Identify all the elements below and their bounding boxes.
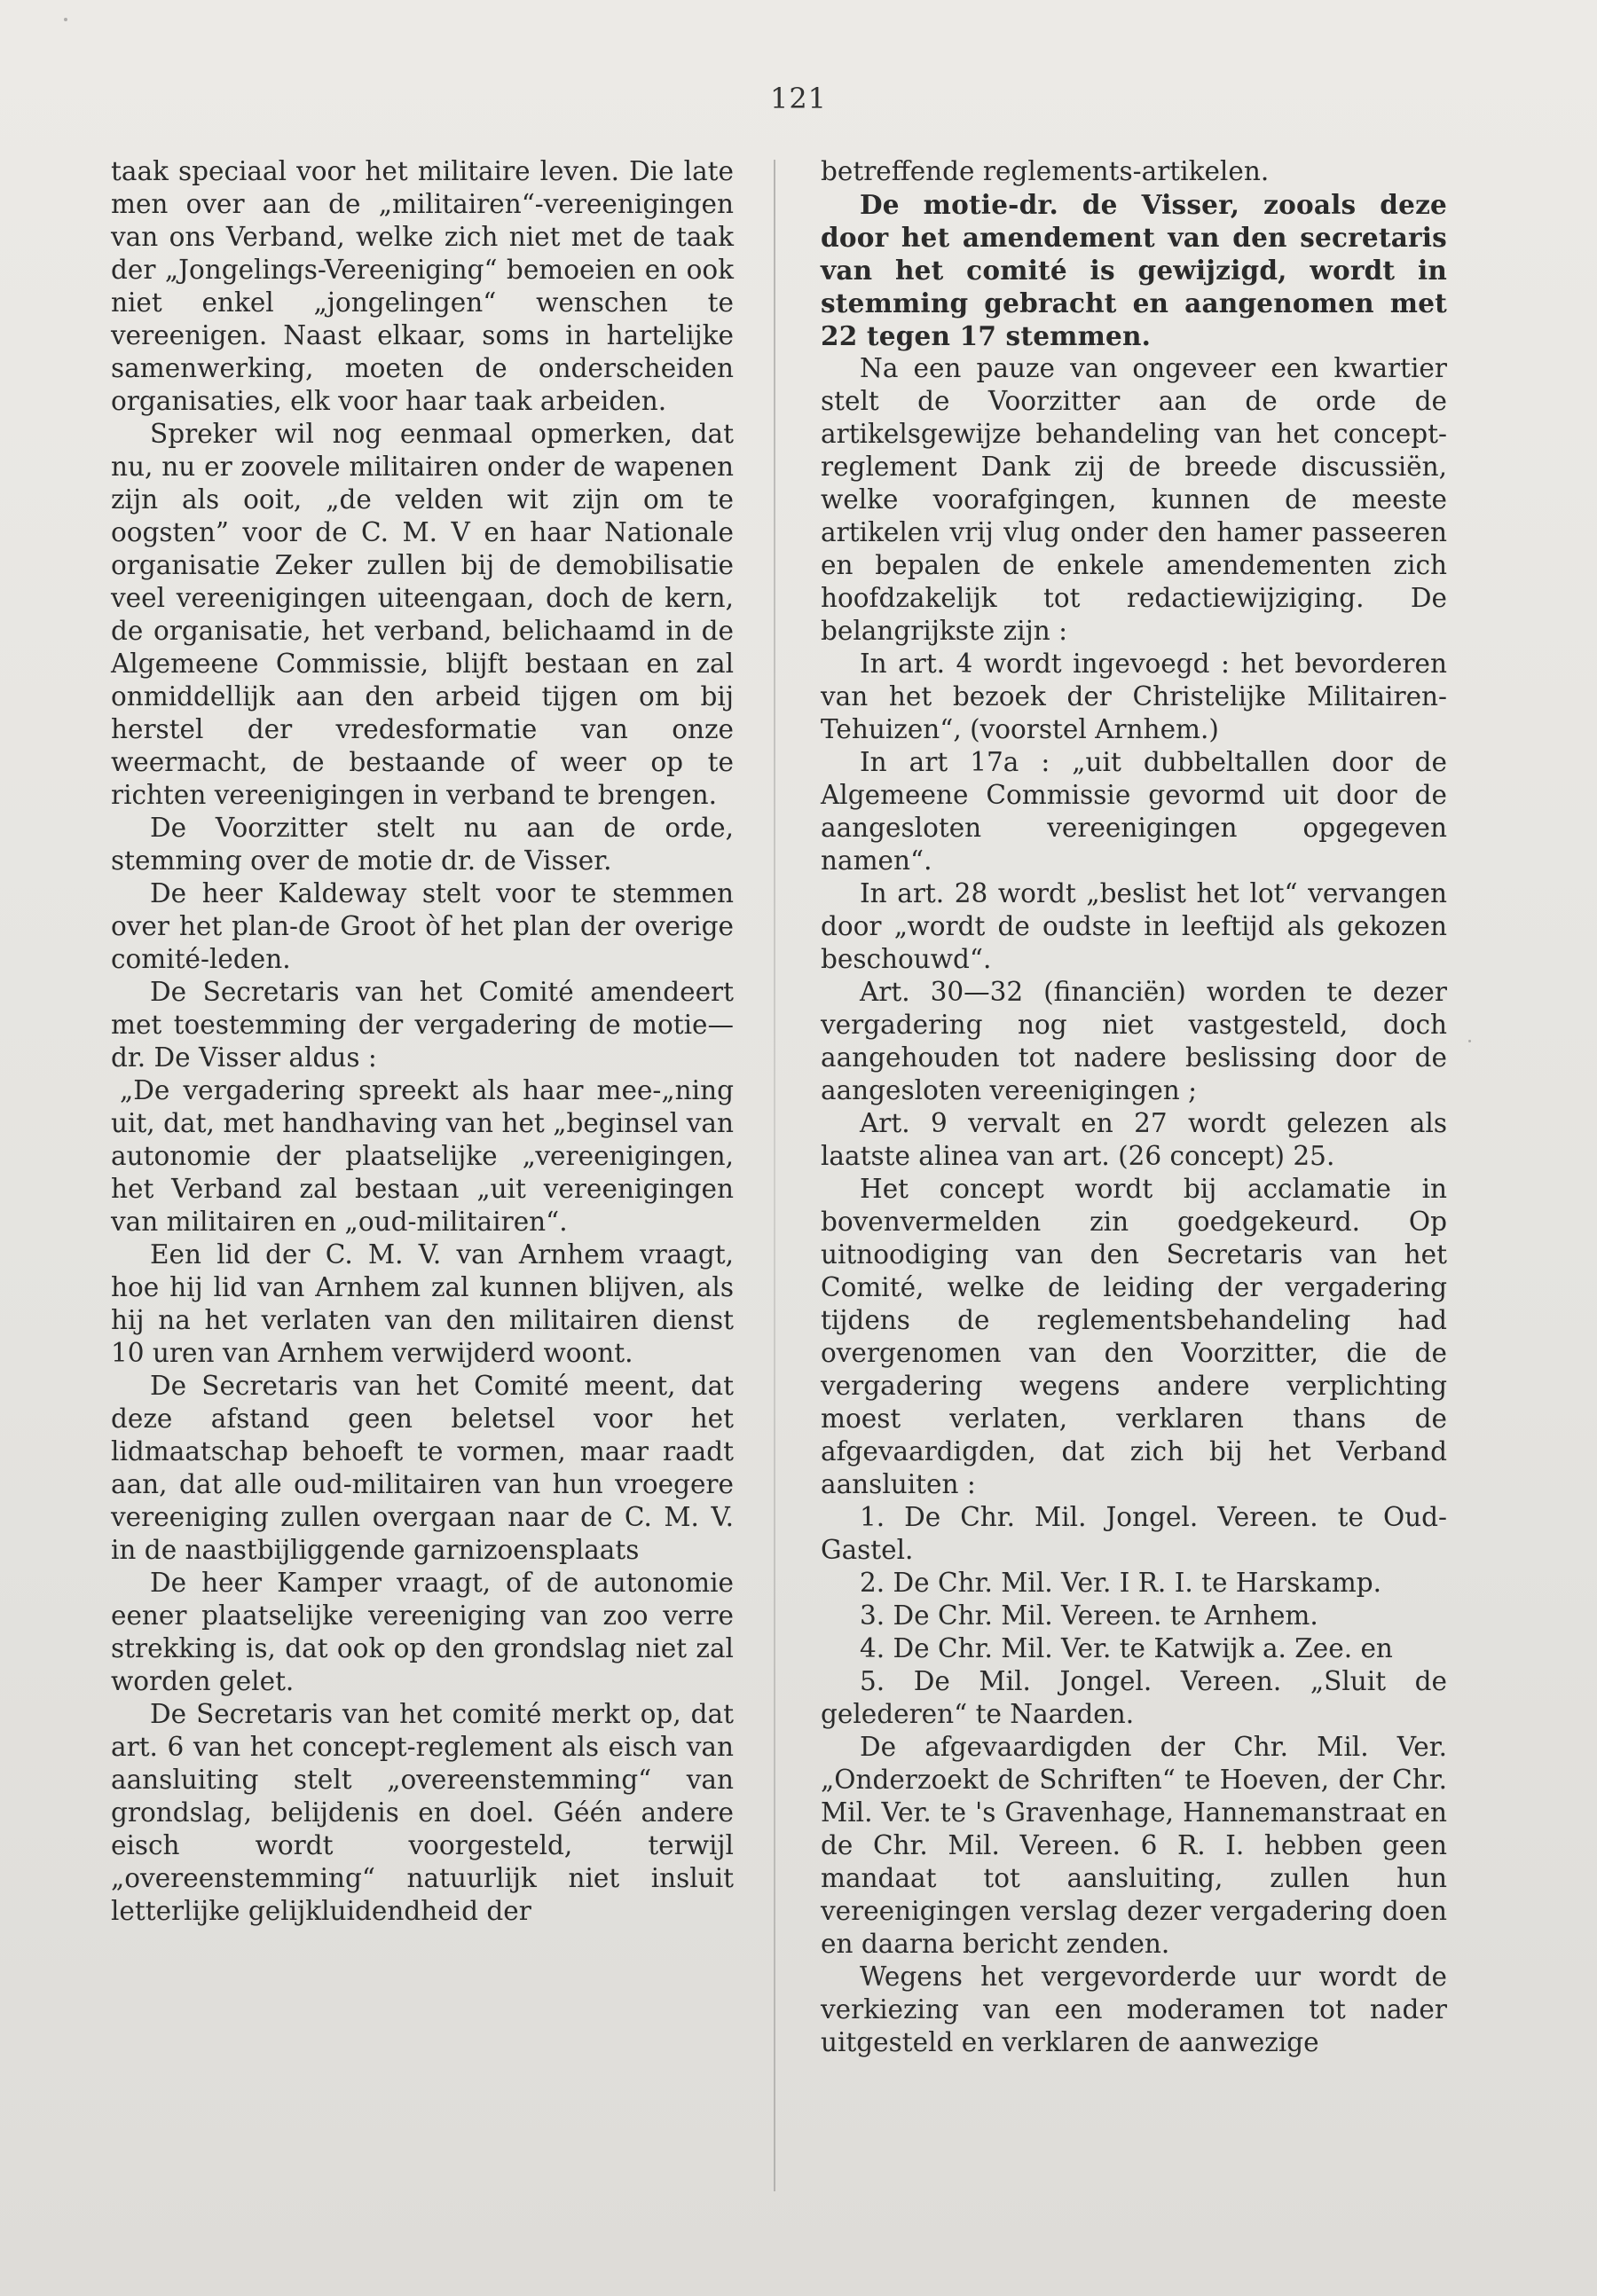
column-divider <box>774 160 775 2191</box>
paragraph: De Secretaris van het comité merkt op, dat art. 6 van het concept-reglement als eisch van aansluiting stelt „overeenstemming“ van grondslag, belijdenis en doel. Géén andere eisch wordt voorgesteld, terwijl „overeenstemming“ natuurlijk niet insluit letterlijke gelijkluidendheid der <box>111 1699 734 1926</box>
paragraph: Een lid der C. M. V. van Arnhem vraagt, hoe hij lid van Arnhem zal kunnen blijven, als hij na het verlaten van den militairen dienst 10 uren van Arnhem verwijderd woont. <box>111 1239 734 1368</box>
paragraph: In art. 28 wordt „beslist het lot“ vervangen door „wordt de oudste in leeftijd als gekozen beschouwd“. <box>821 878 1447 974</box>
list-item: 5. De Mil. Jongel. Vereen. „Sluit de gelederen“ te Naarden. <box>821 1666 1447 1729</box>
paragraph: De heer Kamper vraagt, of de autonomie eener plaatselijke vereeniging van zoo verre strekking is, dat ook op den grondslag niet zal worden gelet. <box>111 1568 734 1696</box>
page-number: 121 <box>769 82 828 115</box>
list-item: 2. De Chr. Mil. Ver. I R. I. te Harskamp. <box>860 1568 1382 1598</box>
paragraph: Na een pauze van ongeveer een kwartier stelt de Voorzitter aan de orde de artikelsgewijze behandeling van het concept-reglement Dank zij de breede discussiën, welke voorafgingen, kunnen de meeste artikelen vrij vlug onder den hamer passeeren en bepalen de enkele amendementen zich hoofdzakelijk tot redactiewijziging. De belangrijkste zijn : <box>821 353 1447 646</box>
paper-speck <box>64 18 67 21</box>
paragraph: Art. 30—32 (financiën) worden te dezer vergadering nog niet vastgesteld, doch aangehouden tot nadere beslissing door de aangesloten vereenigingen ; <box>821 977 1447 1105</box>
paragraph: Het concept wordt bij acclamatie in bovenvermelden zin goedgekeurd. Op uitnoodiging van den Secretaris van het Comité, welke de leiding der vergadering tijdens de reglementsbehandeling had overgenomen van den Voorzitter, die de vergadering wegens andere verplichting moest verlaten, verklaren thans de afgevaardigden, dat zich bij het Verband aansluiten : <box>821 1174 1447 1499</box>
left-column <box>111 155 734 1928</box>
motion-paragraph: De motie-dr. de Visser, zooals deze door het amendement van den secretaris van het comité is gewijzigd, wordt in stemming gebracht en aangenomen met 22 tegen 17 stemmen. <box>821 189 1447 351</box>
paragraph: „De vergadering spreekt als haar mee-„ning uit, dat, met handhaving van het „beginsel van autonomie der plaatselijke „vereenigingen, het Verband zal bestaan „uit vereenigingen van militairen en „oud-militairen“. <box>111 1075 734 1237</box>
list-item: 4. De Chr. Mil. Ver. te Katwijk a. Zee. en <box>860 1633 1393 1663</box>
paragraph: De afgevaardigden der Chr. Mil. Ver. „Onderzoekt de Schriften“ te Hoeven, der Chr. Mil. Ver. te 's Gravenhage, Hannemanstraat en de Chr. Mil. Vereen. 6 R. I. hebben geen mandaat tot aansluiting, zullen hun vereenigingen verslag dezer vergadering doen en daarna bericht zenden. <box>821 1732 1447 1959</box>
paragraph: Spreker wil nog eenmaal opmerken, dat nu, nu er zoovele militairen onder de wapenen zijn als ooit, „de velden wit zijn om te oogsten” voor de C. M. V en haar Nationale organisatie Zeker zullen bij de demobilisatie veel vereenigingen uiteengaan, doch de kern, de organisatie, het verband, belichaamd in de Algemeene Commissie, blijft bestaan en zal onmiddellijk aan den arbeid tijgen om bij herstel der vredesformatie van onze weermacht, de bestaande of weer op te richten vereenigingen in verband te brengen. <box>111 419 734 810</box>
paragraph: In art 17a : „uit dubbeltallen door de Algemeene Commissie gevormd uit door de aangesloten vereenigingen opgegeven namen“. <box>821 747 1447 876</box>
right-column <box>821 155 1447 2059</box>
paragraph: De Secretaris van het Comité amendeert met toestemming der vergadering de motie—dr. De Visser aldus : <box>111 977 734 1073</box>
paragraph: In art. 4 wordt ingevoegd : het bevorderen van het bezoek der Christelijke Militairen-Tehuizen“, (voorstel Arnhem.) <box>821 649 1447 744</box>
paragraph: Art. 9 vervalt en 27 wordt gelezen als laatste alinea van art. (26 concept) 25. <box>821 1108 1447 1171</box>
paper-speck <box>1468 1040 1471 1042</box>
paragraph: taak speciaal voor het militaire leven. Die late men over aan de „militairen“-vereenigingen van ons Verband, welke zich niet met de taak der „Jongelings-Vereeniging“ bemoeien en ook niet enkel „jongelingen“ wenschen te vereenigen. Naast elkaar, soms in hartelijke samenwerking, moeten de onderscheiden organisaties, elk voor haar taak arbeiden. <box>111 156 734 416</box>
list-item: 3. De Chr. Mil. Vereen. te Arnhem. <box>860 1600 1318 1631</box>
list-item: 1. De Chr. Mil. Jongel. Vereen. te Oud-Gastel. <box>821 1502 1447 1565</box>
paragraph: Wegens het vergevorderde uur wordt de verkiezing van een moderamen tot nader uitgesteld en verklaren de aanwezige <box>821 1962 1447 2057</box>
paragraph: betreffende reglements-artikelen. <box>821 156 1270 186</box>
paragraph: De heer Kaldeway stelt voor te stemmen over het plan-de Groot òf het plan der overige comité-leden. <box>111 878 734 974</box>
paragraph: De Voorzitter stelt nu aan de orde, stemming over de motie dr. de Visser. <box>111 813 734 876</box>
paragraph: De Secretaris van het Comité meent, dat deze afstand geen beletsel voor het lidmaatschap behoeft te vormen, maar raadt aan, dat alle oud-militairen van hun vroegere vereeniging zullen overgaan naar de C. M. V. in de naastbijliggende garnizoensplaats <box>111 1371 734 1565</box>
